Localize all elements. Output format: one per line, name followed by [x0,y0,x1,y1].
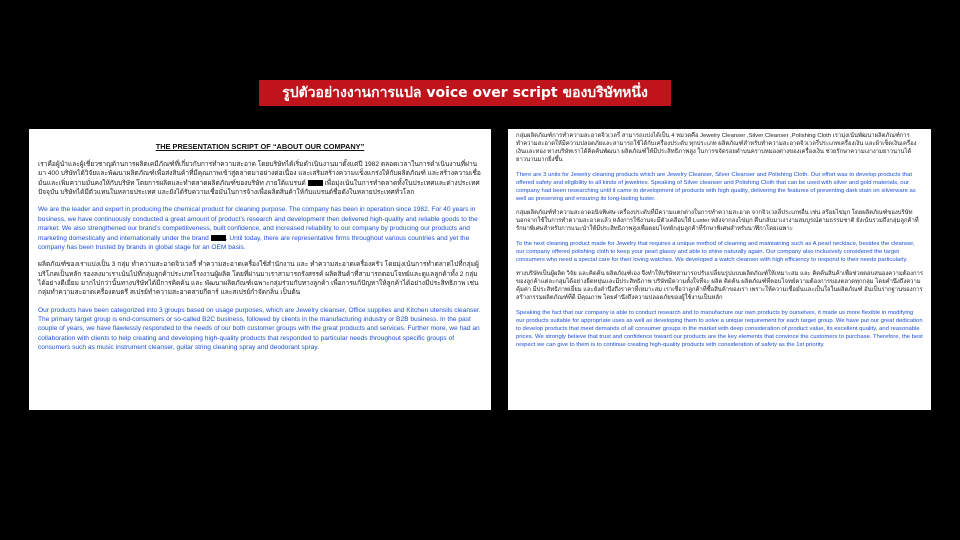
redacted-brand [211,235,226,241]
english-paragraph-3: There are 3 units for Jewelry cleaning products which are Jewelry Cleanser, Silver Cleanser and Polishing Cloth. Our effort was to develop products that offered safety and eligibility to all kinds of jewelries. Speaking of Silver cleanser and Polishing Cloth that can be used with silver and gold materials, our company had been researching until it came to development of products with high quality, delivering the features of preventing dark stain on silverware as well as preserving and ensuring its long-lasting luster. [516,171,916,202]
thai-text: เราคือผู้นำและผู้เชี่ยวชาญด้านการผลิตเคมีภัณฑ์ที่เกี่ยวกับการทำความสะอาด โดยบริษัทได้เริ่มดำเนินงานมาตั้งแต่ปี 1982 ตลอดเวลาในการดำเนินงานที่ผ่านมา 400 บริษัทได้วิจัยและพัฒนาผลิตภัณฑ์เพื่อส่งสินค้าที่มีคุณภาพเข้าสู่ตลาดมาอย่างต่อเนื่อง และเสริมสร้างความแข็งแกร่งให้กับผลิตภัณฑ์ และสร้างความเชื่อมั่นและเพิ่มความมั่นคงให้กับบริษัท โดยการผลิตและทำตลาดผลิตภัณฑ์ของบริษัท ภายใต้แบรนด์ [38,161,481,187]
thai-paragraph-1 [38,160,482,197]
thai-paragraph-2: ผลิตภัณฑ์ของเราแบ่งเป็น 3 กลุ่ม ทำความสะอาดจิวเวลรี่ ทำความสะอาดเครื่องใช้สำนักงาน และ ทำความสะอาดเครื่องครัว โดยมุ่งเน้นการทำตลาดไปที่กลุ่มผู้บริโภคเป็นหลัก รองลงมาเราเน้นไปที่กลุ่มลูกค้าประเภทโรงงานผู้ผลิต โดยที่ผ่านมาเราสามารถรังสรรค์ ผลิตสินค้าที่สามารถตอบโจทย์และดูแลลูกค้าทั้ง 2 กลุ่ม ได้อย่างดีเยี่ยม มากไปกว่านั้นทางบริษัทได้มีการคิดค้น และ พัฒนาผลิตภัณฑ์เฉพาะกลุ่มร่วมกับทางลูกค้า เพื่อการแก้ปัญหาให้ลูกค้าได้อย่างมีประสิทธิภาพ เช่น กลุ่มทำความสะอาดเครื่องดนตรี สเปรย์ทำความสะอาดสายกีตาร์ และสเปรย์กำจัดกลิ่น เป็นต้น [38,261,479,297]
english-text: . Until today, there are representative firms throughout various countries and yet the company has been trusted by brands in global stage for an OEM basis. [38,234,470,251]
english-paragraph-5: Speaking the fact that our company is able to conduct research and to manufacture our own products by ourselves, it made us more flexible in modifying our products suitable for appropriate uses as well as developing them to solve a unique requirement for each target group. We have put our great dedication to develop products that meet demands of all consumer groups in the market with deep consideration of product value, its excellent quality, and reasonable prices. We strongly believe that trust and confidence toward our products are the key elements that convince the customers to purchase. Therefore, the best respect we can give to them is to continue creating high-quality products with consideration of safety as the 1st priority. [516,309,923,349]
thai-paragraph-5: ทางบริษัทเป็นผู้ผลิต วิจัย และคิดค้น ผลิตภัณฑ์เอง จึงทำให้บริษัทสามารถปรับเปลี่ยนรูปแบบผลิตภัณฑ์ให้เหมาะสม และ คิดค้นสินค้าเพื่อช่วยตอบสนองความต้องการของลูกค้าแต่ละกลุ่มได้อย่างยืดหยุ่นและมีประสิทธิภาพ บริษัทมีความตั้งใจที่จะ ผลิต คิดค้น ผลิตภัณฑ์ที่ตอบโจทย์ความต้องการของตลาดทุกกลุ่ม โดยคำนึงถึงความคุ้มค่า มีประสิทธิภาพเยี่ยม และยังคำนึงถึงราคาที่เหมาะสม เราเชื่อว่าลูกค้าที่ซื้อสินค้าของเรา เพราะให้ความเชื่อมั่นและเป็นใจในผลิตภัณฑ์ อันเป็นรากฐานของการสร้างกรรมผลิตภัณฑ์ที่ดี มีคุณภาพ โดยคำนึงถึงความปลอดภัยของผู้ใช้งานเป็นหลัก [516,270,924,302]
document-heading: THE PRESENTATION SCRIPT OF “ABOUT OUR COMPANY” [155,142,365,151]
thai-paragraph-3: กลุ่มผลิตภัณฑ์การทำความสะอาดจิวเวลรี่ สามารถแบ่งได้เป็น 4 หมวดคือ Jewelry Cleanser ,Silver Cleanser ,Polishing Cloth เรามุ่งเน้นพัฒนาผลิตภัณฑ์การทำความสะอาดให้มีความปลอดภัยและสามารถใช้ได้กับเครื่องประดับ ทุกประเภท ผลิตภัณฑ์สำหรับทำความสะอาดจิวเวลรี่ประเภทเครื่องเงิน และผ้าเช็ดเงินเครื่องเงินและทอง ทางบริษัทเราได้คิดค้นพัฒนา ผลิตภัณฑ์ให้มีประสิทธิภาพสูง ในการขจัดรอยดำบนคราบหมองต่างของเครื่องเงิน ช่วยรักษาความเงางามยาวนานได้ยาวนานมากยิ่งขึ้น [516,133,917,164]
english-paragraph-1 [38,205,482,252]
document-page-right [508,129,931,410]
english-text: We are the leader and expert in producing the chemical product for cleaning purpose. The company has been in operation since 1982. For 40 years in business, we have continuously conducted a great amount of product’s research and development then delivered high-quality and reliable goods to the market. We also strengthened our brand’s competitiveness, built confidence, and increased reliability to our company by producing our products and marketing domestically and internationally under the brand [38,206,478,242]
thai-text: เพื่อมุ่งเน้นในการทำตลาดทั้งในประเทศและต่างประเทศ ปัจจุบัน บริษัทได้มีตัวแทนในหลายประเทศ และยังได้รับความเชื่อมั่นในการจ้างเพื่อผลิตสินค้าให้กับแบรนด์ชื่อดังในหลายประเทศทั่วโลก [38,179,480,197]
english-paragraph-2: Our products have been categorized into 3 groups based on usage purposes, which are Jewelry cleanser, Office supplies and Kitchen utensils cleanser. The primary target group is end-consumers or so-called B2C business, followed by clients in the manufacturing industry or B2B business. In the past couple of years, we have flawlessly responded to the needs of our both customer groups with the great products and services. Further more, we had an collaboration with clients to help creating and developing high-quality products that responded to particular needs throughout specific groups of consumers such as music instrument cleanser, guitar string cleaning spray and deodorant spray. [38,306,481,352]
slide-title: รูปตัวอย่างงานการแปล voice over script ของบริษัทหนึ่ง [259,80,671,106]
redacted-brand [308,180,323,186]
document-page-left [29,129,491,410]
thai-paragraph-4: กลุ่มผลิตภัณฑ์ทำความสะอาดอนิจพิเศษ เครื่องประดับที่มีความแตกต่างในการทำความสะอาด จากจิวเวลลี่ประเภทอื่น เช่น สร้อยไข่มุก โดยผลิตภัณฑ์ของบริษัท นอกจากใช้ในการทำความสะอาดแล้ว หลังการใช้งานจะมีตัวเคลือบให้ Luster หลังจากลงไข่มุก คืนกลับมาเงางามสมบูรณ์ตามธรรมชาติ ยังเน้นรวมถึงกลุ่มลูกค้าที่รักษาพิเศษสำหรับการแนะนำให้มีประสิทธิภาพสูงเพื่อตอบโจทย์กลุ่มลูกค้าที่รักษาพิเศษสำหรับนาฬิกาโดยเฉพาะ [516,210,919,233]
english-paragraph-4: To the next cleaning product made for Jewelry that requires a unique method of cleaning and maintaining such as A pearl necklace, besides the cleanser, our company offered polishing cloth to keep your pearl glassy and able to shine naturally again. Our company also inclusively considered the target consumers who need a special care for their loving watches. We developed a watch cleanser with high efficiency to respond to their needs particularly. [516,240,915,263]
